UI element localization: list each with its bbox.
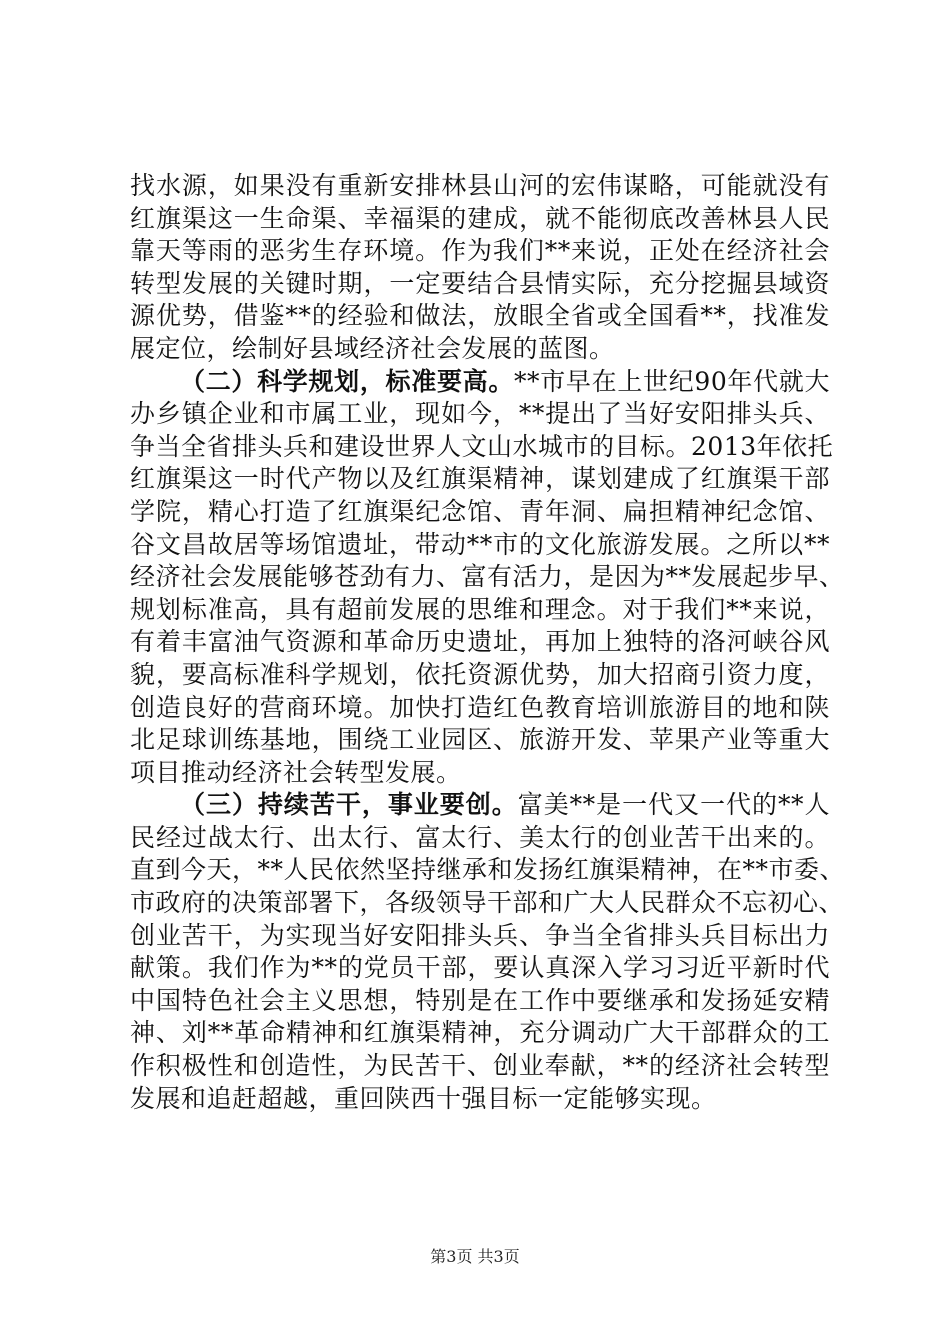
paragraph-line: 创造良好的营商环境。加快打造红色教育培训旅游目的地和陕 — [130, 692, 830, 722]
paragraph-line: 转型发展的关键时期，一定要结合县情实际，充分挖掘县域资 — [130, 268, 830, 298]
paragraph-line: 靠天等雨的恶劣生存环境。作为我们**来说，正处在经济社会 — [130, 236, 830, 266]
paragraph-line: 发展和追赶超越，重回陕西十强目标一定能够实现。 — [130, 1083, 717, 1113]
paragraph-line: 红旗渠这一生命渠、幸福渠的建成，就不能彻底改善林县人民 — [130, 203, 830, 233]
paragraph-line: 貌，要高标准科学规划，依托资源优势，加大招商引资力度， — [130, 659, 830, 689]
paragraph-text: 富美**是一代又一代的**人 — [517, 790, 830, 820]
paragraph-line: 谷文昌故居等场馆遗址，带动**市的文化旅游发展。之所以** — [130, 529, 830, 559]
paragraph-line: 献策。我们作为**的党员干部，要认真深入学习习近平新时代 — [130, 953, 830, 983]
paragraph-line: 创业苦干，为实现当好安阳排头兵、争当全省排头兵目标出力 — [130, 920, 830, 950]
paragraph-line: 作积极性和创造性，为民苦干、创业奉献，**的经济社会转型 — [130, 1051, 830, 1081]
paragraph-line: 规划标准高，具有超前发展的思维和理念。对于我们**来说， — [130, 594, 830, 624]
paragraph-line: 直到今天，**人民依然坚持继承和发扬红旗渠精神，在**市委、 — [130, 855, 846, 885]
paragraph-line: 争当全省排头兵和建设世界人文山水城市的目标。2013年依托 — [130, 431, 834, 461]
paragraph-line: 找水源，如果没有重新安排林县山河的宏伟谋略，可能就没有 — [130, 171, 830, 200]
paragraph-line: 中国特色社会主义思想，特别是在工作中要继承和发扬延安精 — [130, 985, 830, 1015]
paragraph-line: 有着丰富油气资源和革命历史遗址，再加上独特的洛河峡谷风 — [130, 627, 830, 657]
paragraph-first-line — [130, 366, 830, 399]
paragraph-line: 神、刘**革命精神和红旗渠精神，充分调动广大干部群众的工 — [130, 1018, 830, 1048]
paragraph-3 — [130, 789, 846, 1115]
section-heading: （二）科学规划，标准要高。 — [180, 366, 515, 396]
paragraph-line: 北足球训练基地，围绕工业园区、旅游开发、苹果产业等重大 — [130, 725, 830, 755]
paragraph-line: 学院，精心打造了红旗渠纪念馆、青年洞、扁担精神纪念馆、 — [130, 496, 830, 526]
page-number: 第3页 共3页 — [430, 1247, 520, 1266]
page-footer — [0, 1244, 950, 1267]
paragraph-line: 项目推动经济社会转型发展。 — [130, 757, 462, 787]
paragraph-1 — [130, 170, 830, 366]
paragraph-2 — [130, 366, 845, 790]
paragraph-line: 红旗渠这一时代产物以及红旗渠精神，谋划建成了红旗渠干部 — [130, 464, 830, 494]
paragraph-line: 办乡镇企业和市属工业，现如今，**提出了当好安阳排头兵、 — [130, 399, 830, 429]
paragraph-line: 源优势，借鉴**的经验和做法，放眼全省或全国看**，找准发 — [130, 301, 830, 331]
paragraph-text: **市早在上世纪90年代就大 — [514, 366, 831, 396]
paragraph-first-line — [130, 789, 830, 822]
document-body — [130, 170, 846, 1115]
section-heading: （三）持续苦干，事业要创。 — [180, 790, 518, 820]
paragraph-line: 经济社会发展能够苍劲有力、富有活力，是因为**发展起步早、 — [130, 562, 845, 592]
paragraph-line: 市政府的决策部署下，各级领导干部和广大人民群众不忘初心、 — [130, 888, 845, 918]
paragraph-line: 展定位，绘制好县域经济社会发展的蓝图。 — [130, 333, 615, 363]
paragraph-line: 民经过战太行、出太行、富太行、美太行的创业苦干出来的。 — [130, 822, 830, 852]
